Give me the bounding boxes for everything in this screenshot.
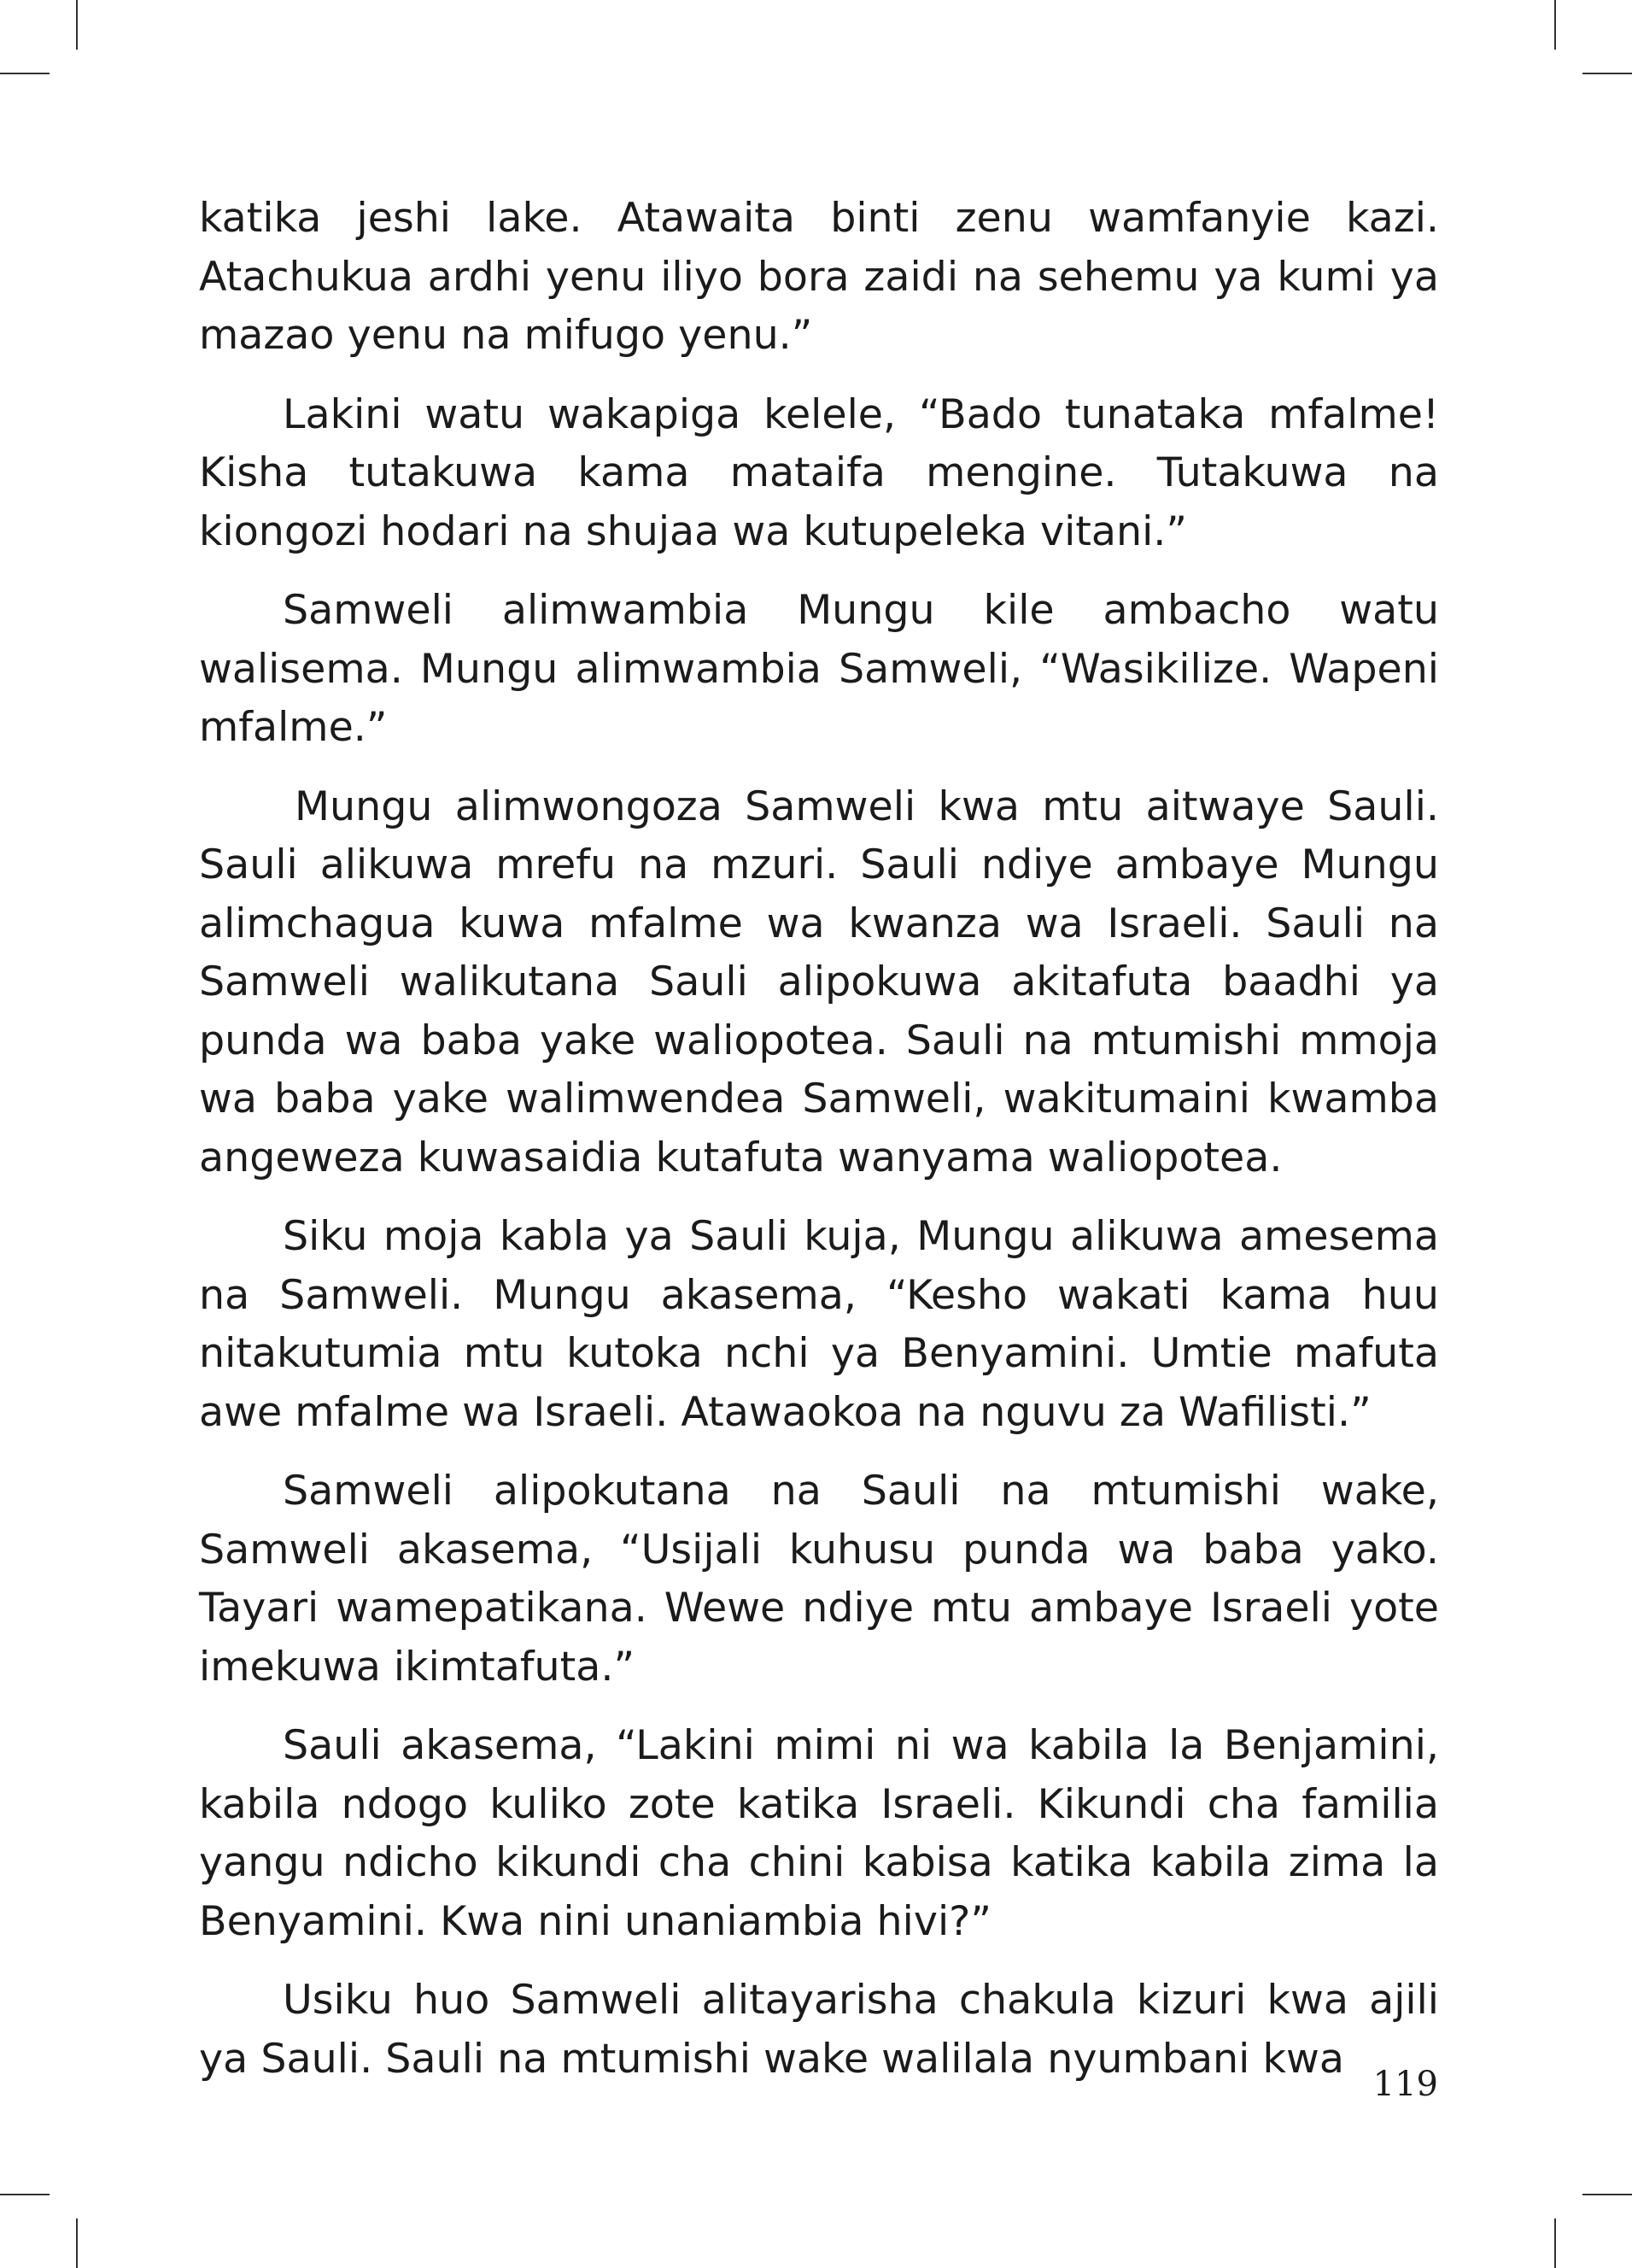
crop-mark-top-right-vertical	[1554, 0, 1556, 50]
crop-mark-top-right-horizontal	[1582, 73, 1632, 74]
paragraph-3: Samweli alimwambia Mungu kile ambacho watu walisema. Mungu alimwambia Samweli, “Wasikilize. Wapeni mfalme.”	[199, 587, 1439, 751]
crop-mark-bottom-right-horizontal	[1582, 2194, 1632, 2195]
crop-mark-bottom-left-horizontal	[0, 2194, 50, 2195]
body-text	[199, 190, 1439, 2109]
paragraph-6: Samweli alipokutana na Sauli na mtumishi wake, Samweli akasema, “Usijali kuhusu punda wa baba yako. Tayari wamepatikana. Wewe ndiye mtu ambaye Israeli yote imekuwa ikimtafuta.”	[199, 1468, 1439, 1691]
page-number: 119	[1372, 2065, 1438, 2104]
paragraph-4: Mungu alimwongoza Samweli kwa mtu aitwaye Sauli. Sauli alikuwa mrefu na mzuri. Sauli ndiye ambaye Mungu alimchagua kuwa mfalme wa kwanza wa Israeli. Sauli na Samweli walikutana Sauli alipokuwa akitafuta baadhi ya punda wa baba yake waliopotea. Sauli na mtumishi mmoja wa baba yake walimwendea Samweli, wakitumaini kwamba angeweza kuwasaidia kutafuta wanyama waliopotea.	[199, 782, 1439, 1181]
crop-mark-top-left-vertical	[76, 0, 78, 50]
paragraph-7: Sauli akasema, “Lakini mimi ni wa kabila la Benjamini, kabila ndogo kuliko zote katika Israeli. Kikundi cha familia yangu ndicho kikundi cha chini kabisa katika kabila zima la Benyamini. Kwa nini unaniambia hivi?”	[199, 1722, 1439, 1945]
paragraph-5: Siku moja kabla ya Sauli kuja, Mungu alikuwa amesema na Samweli. Mungu akasema, “Kesho wakati kama huu nitakutumia mtu kutoka nchi ya Benyamini. Umtie mafuta awe mfalme wa Israeli. Atawaokoa na nguvu za Wafilisti.”	[199, 1213, 1439, 1436]
paragraph-2: Lakini watu wakapiga kelele, “Bado tunataka mfalme! Kisha tutakuwa kama mataifa mengine. Tutakuwa na kiongozi hodari na shujaa wa kutupeleka vitani.”	[199, 390, 1439, 555]
crop-mark-top-left-horizontal	[0, 73, 50, 74]
crop-mark-bottom-left-vertical	[76, 2218, 78, 2268]
paragraph-8: Usiku huo Samweli alitayarisha chakula kizuri kwa ajili ya Sauli. Sauli na mtumishi wake walilala nyumbani kwa	[199, 1977, 1439, 2083]
crop-mark-bottom-right-vertical	[1554, 2218, 1556, 2268]
paragraph-1: katika jeshi lake. Atawaita binti zenu wamfanyie kazi. Atachukua ardhi yenu iliyo bora zaidi na sehemu ya kumi ya mazao yenu na mifugo yenu.”	[199, 195, 1439, 359]
